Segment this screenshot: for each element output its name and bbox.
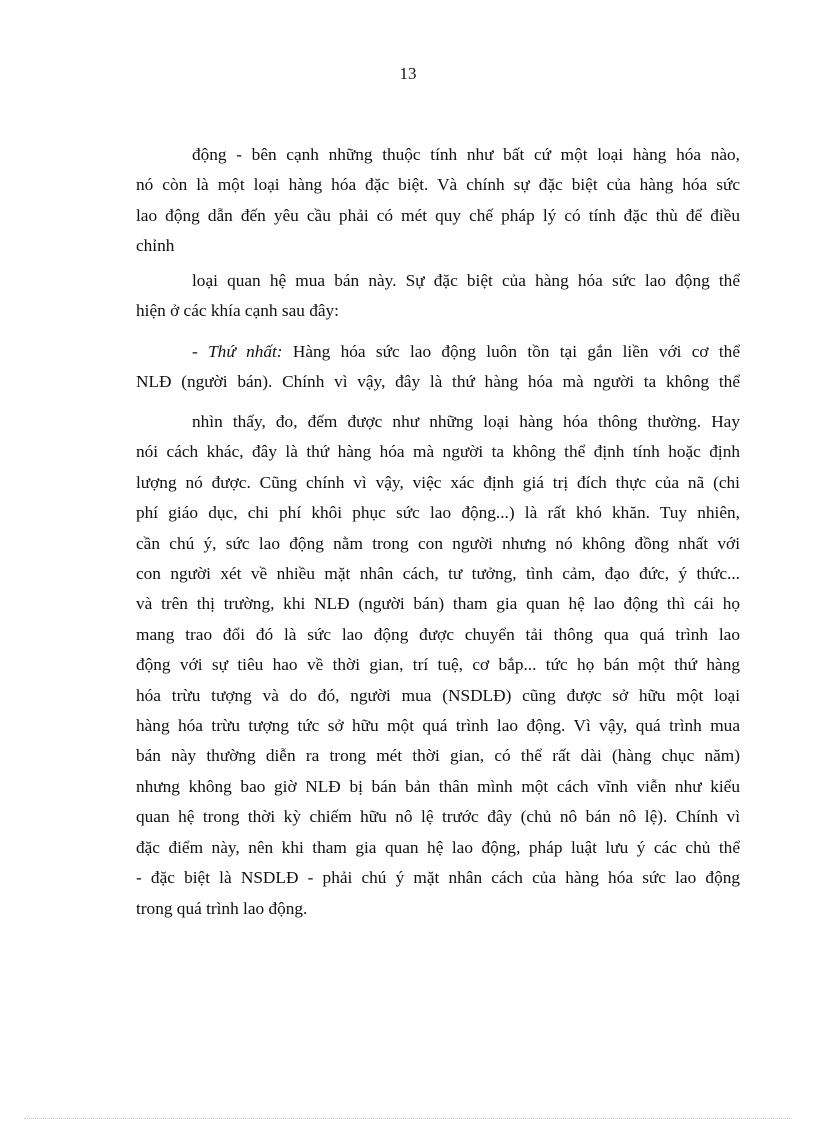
text-line bbox=[136, 337, 740, 367]
text-line: phí giáo dục, chi phí khôi phục sức lao động...) là rất khó khăn. Tuy nhiên, bbox=[136, 503, 740, 523]
text-line: hóa trừu tượng và do đó, người mua (NSDLĐ) cũng được sở hữu một loại bbox=[136, 685, 740, 705]
text-line: đặc điểm này, nên khi tham gia quan hệ lao động, pháp luật lưu ý các chủ thể bbox=[136, 837, 740, 857]
text-line: hiện ở các khía cạnh sau đây: bbox=[136, 301, 339, 321]
text-line: mang trao đổi đó là sức lao động được chuyển tải thông qua quá trình lao bbox=[136, 624, 740, 644]
page-number: 13 bbox=[399, 64, 417, 83]
text-line: lượng nó được. Cũng chính vì vậy, việc xác định giá trị đích thực của nã (chi bbox=[136, 472, 740, 492]
text-line: và trên thị trường, khi NLĐ (người bán) tham gia quan hệ lao động thì cái họ bbox=[136, 594, 740, 614]
text-line: trong quá trình lao động. bbox=[136, 898, 308, 918]
text-line: nhìn thấy, đo, đếm được như những loại hàng hóa thông thường. Hay bbox=[192, 412, 740, 431]
text-line: bán này thường diễn ra trong mét thời gian, có thể rất dài (hàng chục năm) bbox=[136, 746, 740, 766]
text-line: con người xét về nhiều mặt nhân cách, tư tưởng, tình cảm, đạo đức, ý thức... bbox=[136, 564, 740, 584]
text-line: chỉnh bbox=[136, 236, 175, 256]
text-line: cần chú ý, sức lao động nằm trong con người nhưng nó không đồng nhất với bbox=[136, 533, 740, 553]
paragraph-1 bbox=[136, 140, 740, 262]
text-line: NLĐ (người bán). Chính vì vậy, đây là thứ hàng hóa mà người ta không thể bbox=[136, 372, 740, 392]
text-line: động với sự tiêu hao về thời gian, trí tuệ, cơ bắp... tức họ bán một thứ hàng bbox=[136, 655, 740, 675]
text-line: loại quan hệ mua bán này. Sự đặc biệt của hàng hóa sức lao động thể bbox=[192, 271, 740, 290]
text-line: - đặc biệt là NSDLĐ - phải chú ý mặt nhân cách của hàng hóa sức lao động bbox=[136, 868, 740, 888]
paragraph-3 bbox=[136, 337, 740, 398]
paragraph-lead: - Thứ nhất: bbox=[192, 342, 283, 361]
text-line: lao động dẫn đến yêu cầu phải có mét quy chế pháp lý có tính đặc thù để điều bbox=[136, 205, 740, 225]
text-line: quan hệ trong thời kỳ chiếm hữu nô lệ trước đây (chủ nô bán nô lệ). Chính vì bbox=[136, 807, 740, 827]
text-line: nó còn là một loại hàng hóa đặc biệt. Và chính sự đặc biệt của hàng hóa sức bbox=[136, 175, 740, 195]
paragraph-lead-rest: Hàng hóa sức lao động luôn tồn tại gắn liền với cơ thể bbox=[282, 342, 740, 361]
text-line: động - bên cạnh những thuộc tính như bất cứ một loại hàng hóa nào, bbox=[192, 145, 740, 164]
text-line: nhưng không bao giờ NLĐ bị bán bản thân mình một cách vĩnh viễn như kiểu bbox=[136, 776, 740, 796]
text-line: hàng hóa trừu tượng tức sở hữu một quá trình lao động. Vì vậy, quá trình mua bbox=[136, 716, 740, 736]
paragraph-4 bbox=[136, 407, 740, 924]
text-line: nói cách khác, đây là thứ hàng hóa mà người ta không thể định tính hoặc định bbox=[136, 442, 740, 462]
page-bottom-rule bbox=[24, 1118, 792, 1119]
paragraph-2 bbox=[136, 266, 740, 327]
